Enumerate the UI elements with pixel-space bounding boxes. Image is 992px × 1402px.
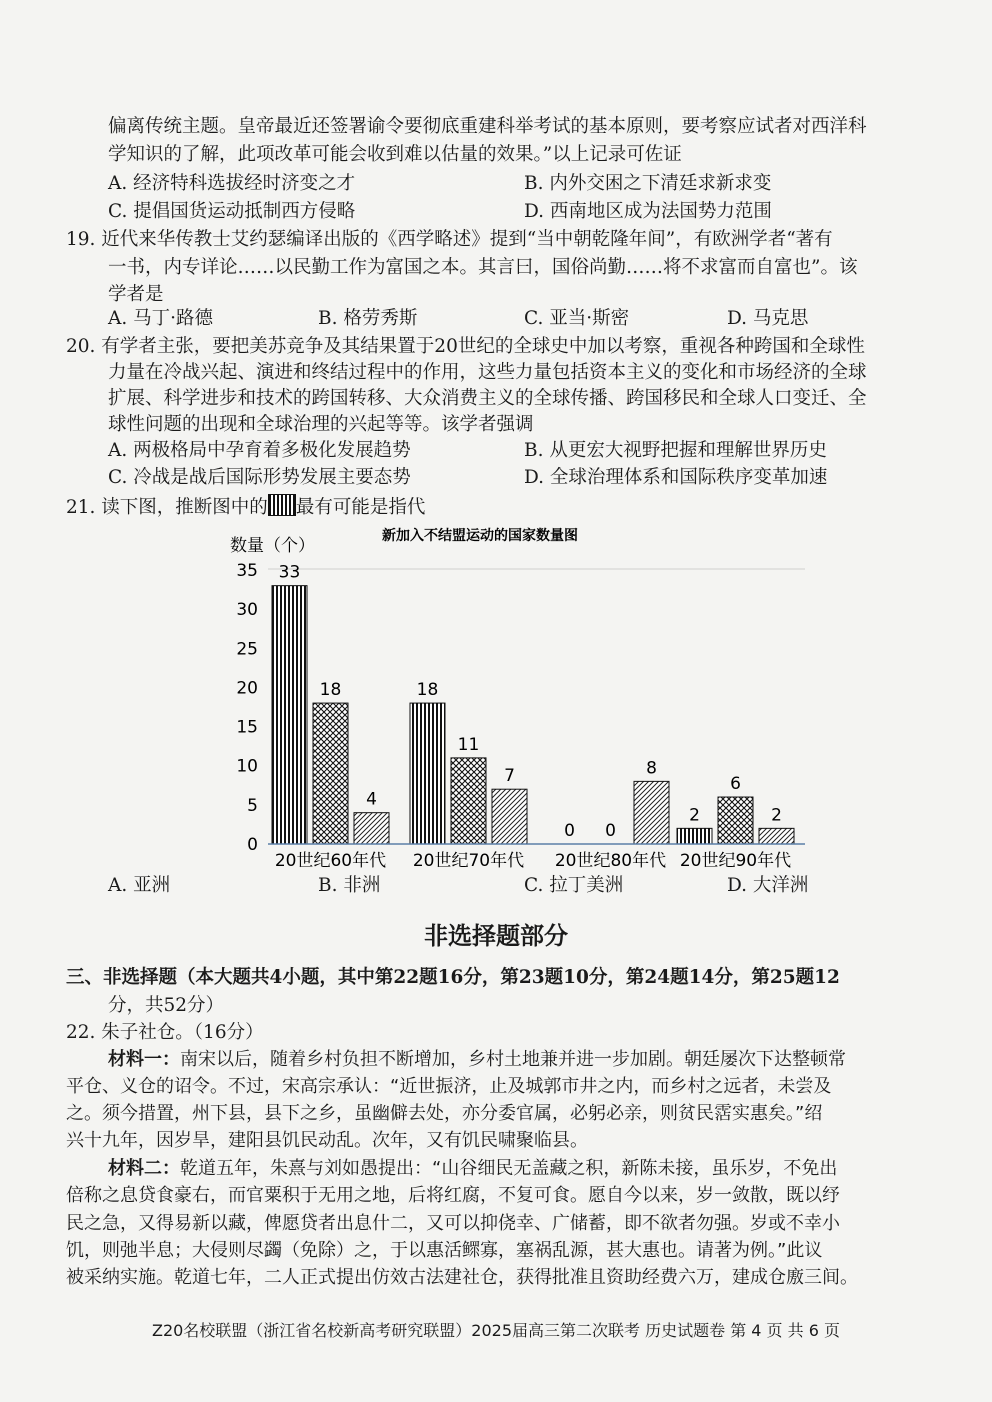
bar bbox=[354, 813, 389, 844]
page-footer: Z20名校联盟（浙江省名校新高考研究联盟）2025届高三第二次联考 历史试题卷 第 4 页 共 6 页 bbox=[151, 1321, 840, 1340]
chart-title: 新加入不结盟运动的国家数量图 bbox=[382, 528, 578, 544]
y-tick-label: 20 bbox=[236, 678, 258, 699]
y-tick-label: 30 bbox=[236, 600, 258, 621]
q22-material2-line-2: 倍称之息贷食豪右，而官粟积于无用之地，后将红腐，不复可食。愿自今以来，岁一敛散，既以纾 bbox=[66, 1185, 840, 1206]
q19-line-1: 19. 近代来华传教士艾约瑟编译出版的《西学略述》提到“当中朝乾隆年间”，有欧洲学者“著有 bbox=[66, 229, 833, 250]
part3-line-1: 三、非选择题（本大题共4小题，其中第22题16分，第23题10分，第24题14分，第25题12 bbox=[66, 967, 840, 988]
bar bbox=[272, 586, 307, 844]
bar bbox=[410, 703, 445, 844]
bar bbox=[313, 703, 348, 844]
q20-line-2: 力量在冷战兴起、演进和终结过程中的作用，这些力量包括资本主义的变化和市场经济的全球 bbox=[108, 362, 867, 383]
q22-material1-line-3: 之。须今措置，州下县，县下之乡，虽幽僻去处，亦分委官属，必躬必亲，则贫民霑实惠矣。”绍 bbox=[66, 1103, 823, 1124]
q21-option-a: A. 亚洲 bbox=[108, 875, 171, 896]
bar bbox=[451, 758, 486, 844]
q21-option-d: D. 大洋洲 bbox=[727, 875, 809, 896]
bar-chart bbox=[0, 520, 992, 871]
q20-line-1: 20. 有学者主张，要把美苏竞争及其结果置于20世纪的全球史中加以考察，重视各种跨国和全球性 bbox=[66, 336, 865, 357]
bar-value-label: 7 bbox=[504, 766, 515, 787]
q21-stem bbox=[66, 494, 425, 521]
x-tick-label: 20世纪60年代 bbox=[274, 851, 387, 871]
bar bbox=[492, 789, 527, 844]
y-tick-label: 15 bbox=[236, 717, 258, 738]
bar-value-label: 6 bbox=[730, 774, 741, 795]
bar bbox=[677, 828, 712, 844]
material2-text: 乾道五年，朱熹与刘如愚提出：“山谷细民无盖藏之积，新陈未接，虽乐岁，不免出 bbox=[180, 1158, 838, 1179]
material2-label: 材料二： bbox=[108, 1158, 180, 1179]
q19-option-a: A. 马丁·路德 bbox=[108, 308, 214, 329]
bar-value-label: 11 bbox=[457, 734, 480, 755]
bar-value-label: 18 bbox=[416, 680, 439, 701]
q19-option-d: D. 马克思 bbox=[727, 308, 809, 329]
q18-option-d: D. 西南地区成为法国势力范围 bbox=[524, 201, 772, 222]
q22-material1-line-1 bbox=[108, 1047, 846, 1073]
q20-option-a: A. 两极格局中孕育着多极化发展趋势 bbox=[108, 440, 411, 461]
y-tick-label: 35 bbox=[236, 561, 258, 581]
q18-line-1: 偏离传统主题。皇帝最近还签署谕令要彻底重建科举考试的基本原则，要考察应试者对西洋科 bbox=[108, 116, 867, 137]
material1-label: 材料一： bbox=[108, 1049, 180, 1070]
x-tick-label: 20世纪70年代 bbox=[412, 851, 525, 871]
q21-stem-before: 21. 读下图，推断图中的 bbox=[66, 497, 268, 518]
q21-option-c: C. 拉丁美洲 bbox=[524, 875, 624, 896]
q20-option-b: B. 从更宏大视野把握和理解世界历史 bbox=[524, 440, 827, 461]
bar bbox=[718, 797, 753, 844]
bar bbox=[759, 828, 794, 844]
q19-line-2: 一书，内专详论……以民勤工作为富国之本。其言曰，国俗尚勤……将不求富而自富也”。该 bbox=[108, 257, 858, 278]
bar-value-label: 0 bbox=[564, 821, 575, 841]
y-axis-label: 数量（个） bbox=[230, 536, 315, 556]
q22-title: 22. 朱子社仓。（16分） bbox=[66, 1022, 264, 1043]
x-tick-label: 20世纪80年代 bbox=[554, 851, 667, 871]
q22-material2-line-4: 饥，则弛半息；大侵则尽蠲（免除）之，于以惠活鳏寡，塞祸乱源，甚大惠也。请著为例。”此议 bbox=[66, 1240, 823, 1261]
y-tick-label: 5 bbox=[247, 795, 258, 816]
q22-material2-line-3: 民之急，又得易新以藏，俾愿贷者出息什二，又可以抑侥幸、广储蓄，即不欲者勿强。岁或不幸小 bbox=[66, 1213, 840, 1234]
y-tick-label: 0 bbox=[247, 835, 258, 855]
q20-option-c: C. 冷战是战后国际形势发展主要态势 bbox=[108, 467, 411, 488]
bar-value-label: 2 bbox=[771, 805, 782, 826]
part3-line-2: 分，共52分） bbox=[108, 995, 225, 1016]
q20-line-3: 扩展、科学进步和技术的跨国转移、大众消费主义的全球传播、跨国移民和全球人口变迁、全 bbox=[108, 388, 867, 409]
q18-option-c: C. 提倡国货运动抵制西方侵略 bbox=[108, 201, 356, 222]
q19-option-b: B. 格劳秀斯 bbox=[318, 308, 418, 329]
q18-option-b: B. 内外交困之下清廷求新求变 bbox=[524, 173, 772, 194]
y-tick-label: 25 bbox=[236, 639, 258, 660]
q22-material2-line-5: 被采纳实施。乾道七年，二人正式提出仿效古法建社仓，获得批准且资助经费六万，建成仓廒三间。 bbox=[66, 1267, 858, 1288]
y-tick-label: 10 bbox=[236, 756, 258, 777]
material1-text: 南宋以后，随着乡村负担不断增加，乡村土地兼并进一步加剧。朝廷屡次下达整顿常 bbox=[180, 1049, 846, 1070]
bar-value-label: 2 bbox=[689, 805, 700, 826]
q19-line-3: 学者是 bbox=[108, 284, 164, 305]
q18-line-2: 学知识的了解，此项改革可能会收到难以估量的效果。”以上记录可佐证 bbox=[108, 144, 682, 165]
q21-option-b: B. 非洲 bbox=[318, 875, 381, 896]
q21-stem-after: 最有可能是指代 bbox=[295, 497, 426, 518]
q20-line-4: 球性问题的出现和全球治理的兴起等等。该学者强调 bbox=[108, 414, 534, 435]
section-title: 非选择题部分 bbox=[424, 922, 568, 950]
q22-material1-line-4: 兴十九年，因岁旱，建阳县饥民动乱。次年，又有饥民啸聚临县。 bbox=[66, 1130, 588, 1151]
q20-option-d: D. 全球治理体系和国际秩序变革加速 bbox=[524, 467, 828, 488]
q18-option-a: A. 经济特科选拔经时济变之才 bbox=[108, 173, 356, 194]
bar-value-label: 4 bbox=[366, 789, 377, 810]
vertical-hatch-swatch-icon bbox=[268, 494, 296, 516]
bar-value-label: 0 bbox=[605, 821, 616, 841]
bar-value-label: 8 bbox=[646, 758, 657, 779]
q22-material2-line-1 bbox=[108, 1156, 837, 1182]
q19-option-c: C. 亚当·斯密 bbox=[524, 308, 630, 329]
bar-value-label: 33 bbox=[278, 562, 301, 583]
x-tick-label: 20世纪90年代 bbox=[679, 851, 792, 871]
bar-value-label: 18 bbox=[319, 680, 342, 701]
q22-material1-line-2: 平仓、义仓的诏令。不过，宋高宗承认：“近世振济，止及城郭市井之内，而乡村之远者，未尝及 bbox=[66, 1076, 832, 1097]
bar bbox=[634, 781, 669, 844]
